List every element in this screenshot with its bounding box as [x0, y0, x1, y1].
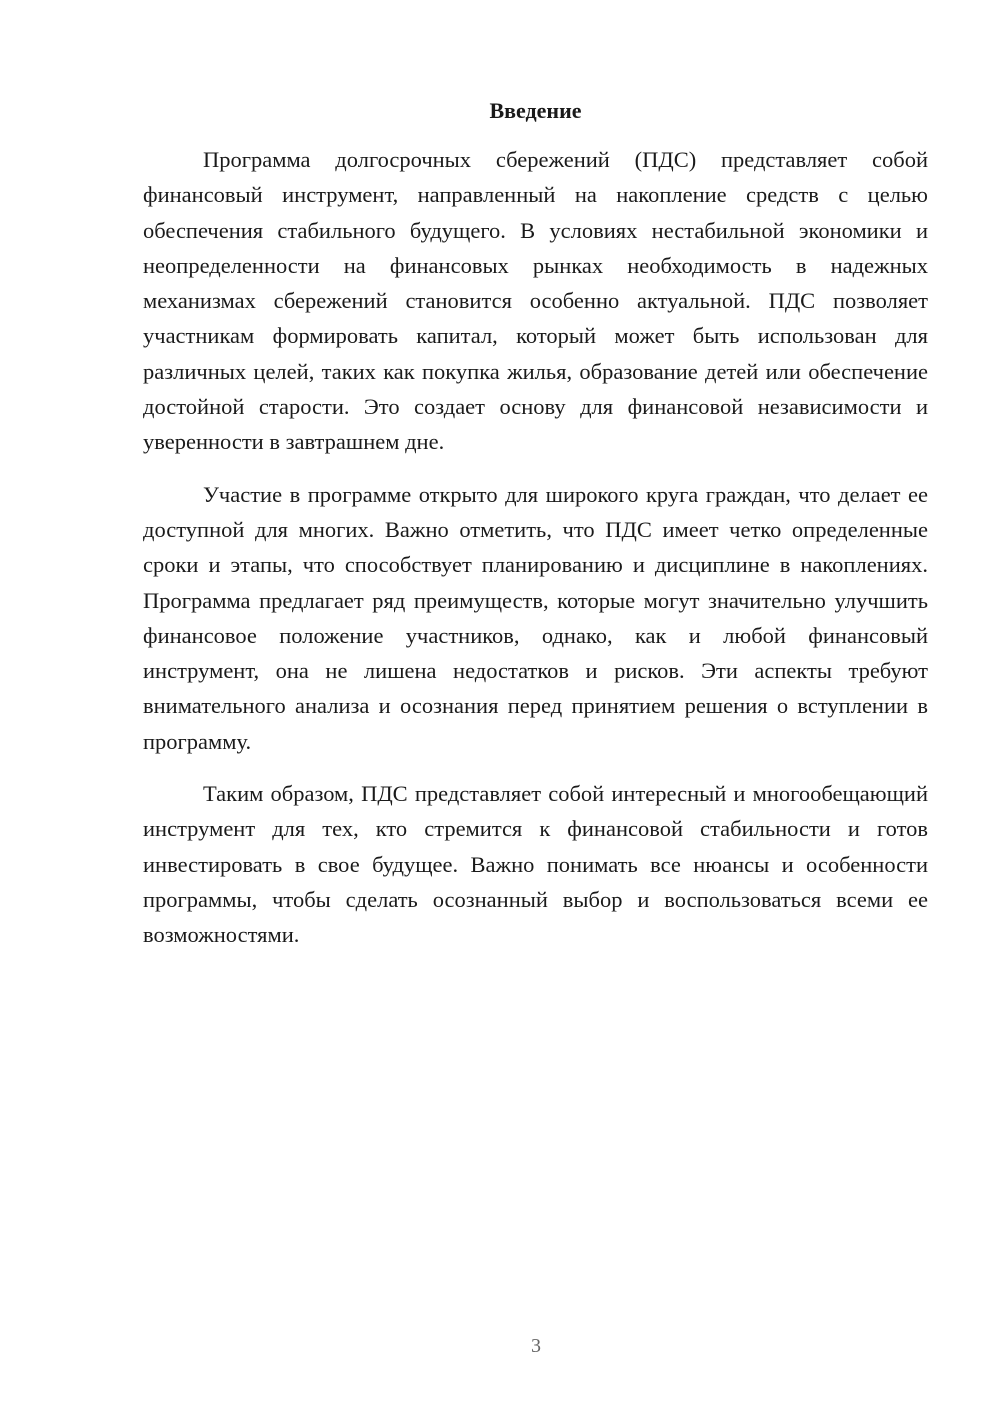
paragraph-intro: Программа долгосрочных сбережений (ПДС) представляет собой финансовый инструмент, направленный на накопление средств с целью обеспечения стабильного будущего. В условиях нестабильной экономики и неопределенности на финансовых рынках необходимость в надежных механизмах сбережений становится особенно актуальной. ПДС позволяет участникам формировать капитал, который может быть использован для различных целей, таких как покупка жилья, образование детей или обеспечение достойной старости. Это создает основу для финансовой независимости и уверенности в завтрашнем дне. [143, 147, 928, 455]
paragraph-participation: Участие в программе открыто для широкого круга граждан, что делает ее доступной для многих. Важно отметить, что ПДС имеет четко определенные сроки и этапы, что способствует планированию и дисциплине в накоплениях. Программа предлагает ряд преимуществ, которые могут значительно улучшить финансовое положение участников, однако, как и любой финансовый инструмент, она не лишена недостатков и рисков. Эти аспекты требуют внимательного анализа и осознания перед принятием решения о вступлении в программу. [143, 481, 928, 754]
body-text [143, 142, 928, 970]
paragraph-conclusion: Таким образом, ПДС представляет собой интересный и многообещающий инструмент для тех, кто стремится к финансовой стабильности и готов инвестировать в свое будущее. Важно понимать все нюансы и особенности программы, чтобы сделать осознанный выбор и воспользоваться всеми ее возможностями. [143, 781, 928, 948]
page-number: 3 [531, 1335, 541, 1357]
page-title: Введение [489, 98, 582, 123]
